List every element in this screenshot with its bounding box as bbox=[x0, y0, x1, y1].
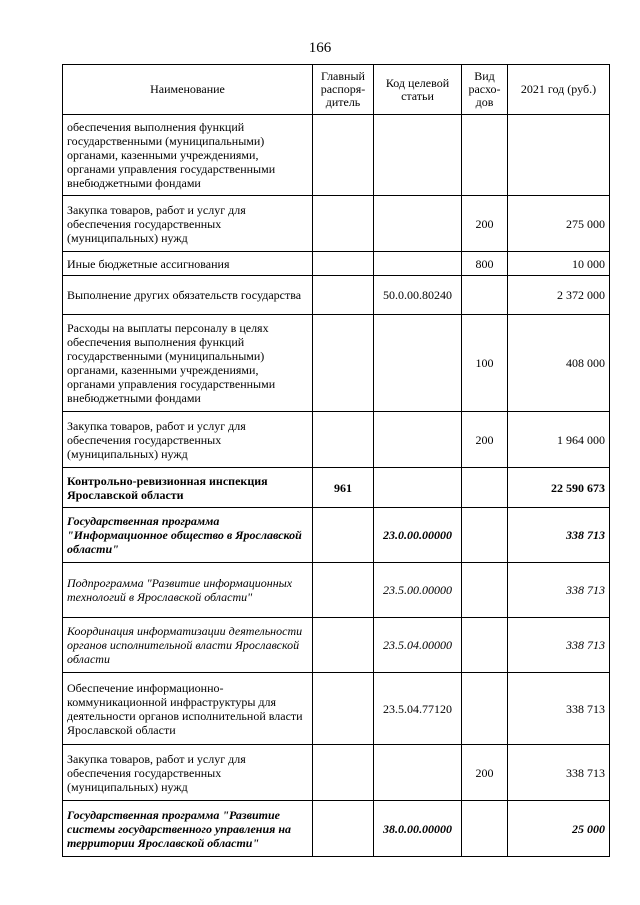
header-chief-manager: Главный распоря-дитель bbox=[313, 65, 374, 115]
row-name: Обеспечение информационно-коммуникационной инфраструктуры для деятельности органов исполнительной власти Ярославской области bbox=[63, 673, 313, 745]
table-row bbox=[63, 115, 610, 196]
row-code: 38.0.00.00000 bbox=[374, 801, 462, 857]
table-row bbox=[63, 673, 610, 745]
row-chief bbox=[313, 563, 374, 618]
row-amount: 338 713 bbox=[508, 618, 610, 673]
table-row bbox=[63, 315, 610, 412]
row-amount: 408 000 bbox=[508, 315, 610, 412]
row-code: 23.5.00.00000 bbox=[374, 563, 462, 618]
row-type bbox=[462, 801, 508, 857]
row-code bbox=[374, 745, 462, 801]
row-code bbox=[374, 468, 462, 508]
row-name: Выполнение других обязательств государства bbox=[63, 276, 313, 315]
table-row bbox=[63, 276, 610, 315]
row-name: Государственная программа "Информационное общество в Ярославской области" bbox=[63, 508, 313, 563]
row-type bbox=[462, 563, 508, 618]
page-number: 166 bbox=[308, 40, 332, 56]
row-name: Расходы на выплаты персоналу в целях обеспечения выполнения функций государственными (муниципальными) органами, казенными учреждениями, органами управления государственными внебюджетными фондами bbox=[63, 315, 313, 412]
table-row bbox=[63, 468, 610, 508]
row-chief bbox=[313, 745, 374, 801]
table-header-row bbox=[63, 65, 610, 115]
row-name: Закупка товаров, работ и услуг для обеспечения государственных (муниципальных) нужд bbox=[63, 196, 313, 252]
row-chief: 961 bbox=[313, 468, 374, 508]
row-code: 23.5.04.77120 bbox=[374, 673, 462, 745]
row-type bbox=[462, 115, 508, 196]
row-type bbox=[462, 673, 508, 745]
row-type: 200 bbox=[462, 196, 508, 252]
table-row bbox=[63, 412, 610, 468]
row-chief bbox=[313, 508, 374, 563]
row-name: Координация информатизации деятельности органов исполнительной власти Ярославской области bbox=[63, 618, 313, 673]
row-type: 100 bbox=[462, 315, 508, 412]
row-chief bbox=[313, 315, 374, 412]
table-row bbox=[63, 745, 610, 801]
row-code bbox=[374, 196, 462, 252]
row-amount bbox=[508, 115, 610, 196]
row-name: Контрольно-ревизионная инспекция Ярославской области bbox=[63, 468, 313, 508]
table-row bbox=[63, 252, 610, 276]
row-amount: 10 000 bbox=[508, 252, 610, 276]
header-year-amount: 2021 год (руб.) bbox=[508, 65, 610, 115]
table-row bbox=[63, 801, 610, 857]
row-name: Закупка товаров, работ и услуг для обеспечения государственных (муниципальных) нужд bbox=[63, 412, 313, 468]
table-row bbox=[63, 508, 610, 563]
row-amount: 338 713 bbox=[508, 673, 610, 745]
row-code bbox=[374, 115, 462, 196]
row-name: обеспечения выполнения функций государственными (муниципальными) органами, казенными учреждениями, органами управления государственными внебюджетными фондами bbox=[63, 115, 313, 196]
row-amount: 1 964 000 bbox=[508, 412, 610, 468]
row-type bbox=[462, 618, 508, 673]
header-name: Наименование bbox=[63, 65, 313, 115]
row-type: 200 bbox=[462, 745, 508, 801]
row-chief bbox=[313, 673, 374, 745]
row-name: Закупка товаров, работ и услуг для обеспечения государственных (муниципальных) нужд bbox=[63, 745, 313, 801]
table-row bbox=[63, 196, 610, 252]
row-amount: 22 590 673 bbox=[508, 468, 610, 508]
row-chief bbox=[313, 252, 374, 276]
row-amount: 2 372 000 bbox=[508, 276, 610, 315]
header-expense-type: Вид расхо-дов bbox=[462, 65, 508, 115]
row-name: Подпрограмма "Развитие информационных технологий в Ярославской области" bbox=[63, 563, 313, 618]
row-name: Государственная программа "Развитие системы государственного управления на территории Ярославской области" bbox=[63, 801, 313, 857]
row-code: 23.5.04.00000 bbox=[374, 618, 462, 673]
row-code: 50.0.00.80240 bbox=[374, 276, 462, 315]
row-code: 23.0.00.00000 bbox=[374, 508, 462, 563]
row-code bbox=[374, 315, 462, 412]
budget-table bbox=[62, 64, 610, 857]
row-chief bbox=[313, 412, 374, 468]
row-amount: 25 000 bbox=[508, 801, 610, 857]
row-type bbox=[462, 508, 508, 563]
row-chief bbox=[313, 801, 374, 857]
row-type: 800 bbox=[462, 252, 508, 276]
row-chief bbox=[313, 115, 374, 196]
row-type bbox=[462, 276, 508, 315]
table-row bbox=[63, 618, 610, 673]
row-amount: 338 713 bbox=[508, 745, 610, 801]
row-amount: 275 000 bbox=[508, 196, 610, 252]
row-code bbox=[374, 412, 462, 468]
row-amount: 338 713 bbox=[508, 563, 610, 618]
row-chief bbox=[313, 196, 374, 252]
row-code bbox=[374, 252, 462, 276]
header-target-code: Код целевой статьи bbox=[374, 65, 462, 115]
row-chief bbox=[313, 276, 374, 315]
row-chief bbox=[313, 618, 374, 673]
row-amount: 338 713 bbox=[508, 508, 610, 563]
row-type: 200 bbox=[462, 412, 508, 468]
table-row bbox=[63, 563, 610, 618]
row-type bbox=[462, 468, 508, 508]
row-name: Иные бюджетные ассигнования bbox=[63, 252, 313, 276]
